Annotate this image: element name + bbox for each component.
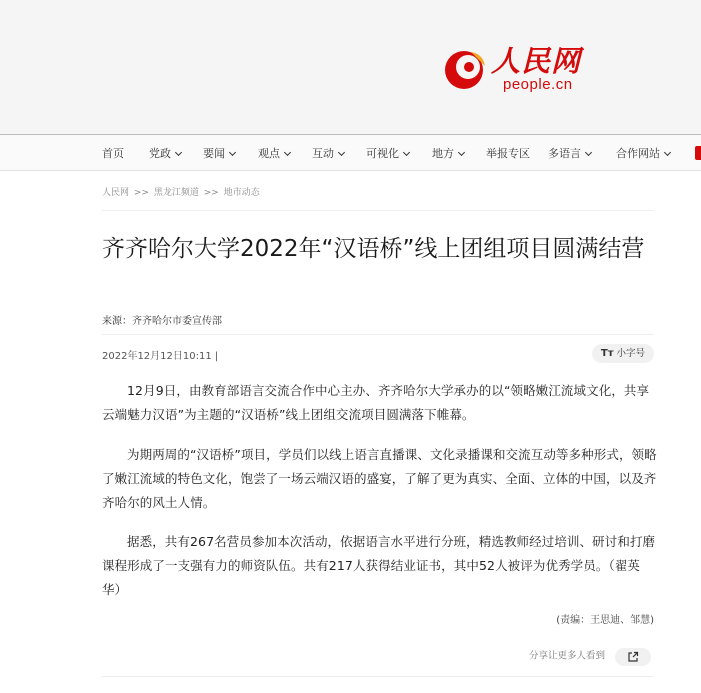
nav-item-label: 可视化 — [366, 147, 399, 160]
nav-item-opinion[interactable] — [258, 147, 290, 161]
nav-item-local[interactable] — [432, 147, 464, 161]
breadcrumb-separator: >> — [133, 188, 149, 198]
nav-item-report[interactable] — [486, 147, 530, 161]
logo-english-text: people.cn — [503, 76, 573, 93]
nav-item-label: 举报专区 — [486, 147, 530, 160]
article-editor: (责编：王思迪、邹慧) — [556, 615, 654, 626]
nav-item-party[interactable] — [149, 147, 181, 161]
nav-item-label: 合作网站 — [616, 147, 660, 160]
font-size-icon: Tт — [600, 348, 614, 359]
nav-item-label: 互动 — [312, 147, 334, 160]
article-title: 齐齐哈尔大学2022年“汉语桥”线上团组项目圆满结营 — [102, 236, 645, 262]
main-navigation — [0, 134, 701, 171]
share-label: 分享让更多人看到 — [529, 650, 606, 662]
share-icon — [627, 651, 639, 663]
breadcrumb — [102, 185, 262, 198]
nav-item-partners[interactable] — [616, 147, 670, 161]
chevron-down-icon — [284, 149, 291, 156]
nav-item-languages[interactable] — [548, 147, 591, 161]
site-header — [0, 0, 701, 134]
chevron-down-icon — [585, 149, 592, 156]
logo-emblem-icon — [443, 46, 489, 92]
footer-divider — [102, 676, 654, 677]
nav-item-label: 地方 — [432, 147, 454, 160]
breadcrumb-link-section[interactable]: 地市动态 — [223, 188, 260, 198]
nav-item-label: 要闻 — [203, 147, 225, 160]
chevron-down-icon — [458, 149, 465, 156]
share-section — [529, 646, 651, 664]
chevron-down-icon — [229, 149, 236, 156]
chevron-down-icon — [403, 149, 410, 156]
nav-item-label: 多语言 — [548, 147, 581, 160]
chevron-down-icon — [175, 149, 182, 156]
meta-divider — [102, 334, 654, 335]
nav-item-label: 首页 — [102, 147, 124, 160]
nav-item-interaction[interactable] — [312, 147, 344, 161]
nav-overflow-icon[interactable] — [695, 146, 701, 160]
font-size-label: 小字号 — [616, 348, 646, 359]
chevron-down-icon — [664, 149, 671, 156]
article-paragraph: 据悉，共有267名营员参加本次活动，依据语言水平进行分班，精选教师经过培训、研讨和打磨课程形成了一支强有力的师资队伍。共有217人获得结业证书，其中52人被评为优秀学员。（翟英华） — [102, 534, 656, 597]
nav-item-label: 党政 — [149, 147, 171, 160]
share-button[interactable] — [615, 648, 651, 666]
logo-chinese-text: 人民网 — [491, 44, 582, 78]
nav-item-home[interactable] — [102, 147, 124, 161]
article-source: 来源：齐齐哈尔市委宣传部 — [102, 316, 222, 327]
article-datetime: 2022年12月12日10:11 | — [102, 351, 219, 362]
breadcrumb-divider — [102, 210, 654, 211]
nav-item-visualization[interactable] — [366, 147, 409, 161]
article-paragraph: 12月9日，由教育部语言交流合作中心主办、齐齐哈尔大学承办的以“领略嫩江流域文化，共享云端魅力汉语”为主题的“汉语桥”线上团组交流项目圆满落下帷幕。 — [102, 383, 650, 422]
font-size-toggle-button[interactable] — [592, 344, 654, 363]
nav-item-news[interactable] — [203, 147, 235, 161]
breadcrumb-separator: >> — [203, 188, 219, 198]
nav-item-label: 观点 — [258, 147, 280, 160]
people-cn-logo[interactable] — [443, 44, 583, 96]
breadcrumb-link-home[interactable]: 人民网 — [102, 188, 130, 198]
article-paragraph: 为期两周的“汉语桥”项目，学员们以线上语言直播课、文化录播课和交流互动等多种形式，领略了嫩江流域的特色文化，饱尝了一场云端汉语的盛宴，了解了更为真实、全面、立体的中国，以及齐齐哈尔的风土人情。 — [102, 447, 657, 510]
chevron-down-icon — [338, 149, 345, 156]
breadcrumb-link-channel[interactable]: 黑龙江频道 — [153, 188, 199, 198]
